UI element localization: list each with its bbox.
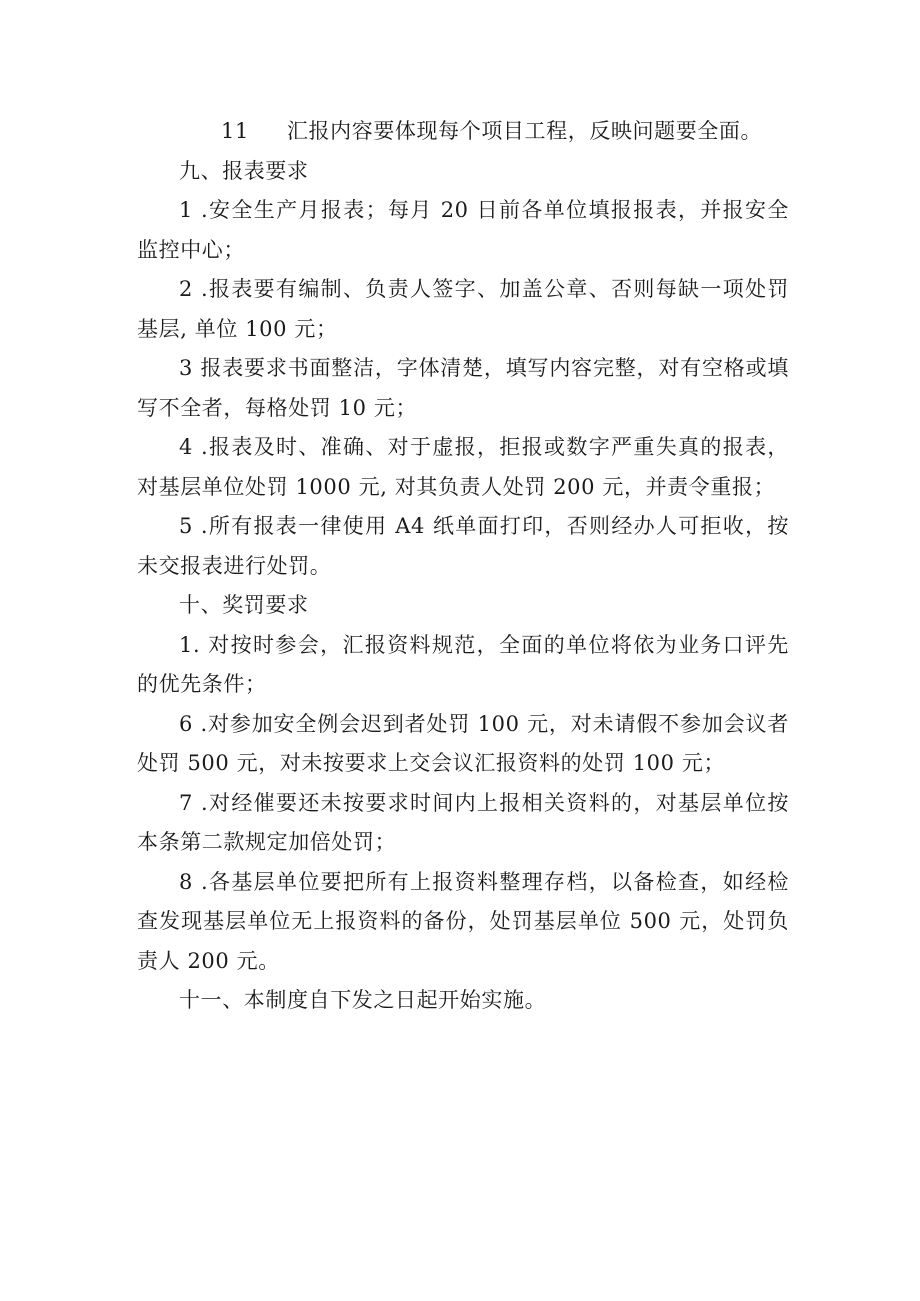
paragraph-item: 2 .报表要有编制、负责人签字、加盖公章、否则每缺一项处罚基层, 单位 100 元； <box>137 277 789 341</box>
paragraph-item: 8 .各基层单位要把所有上报资料整理存档，以备检查，如经检查发现基层单位无上报资料的备份，处罚基层单位 500 元，处罚负责人 200 元。 <box>137 869 789 973</box>
section-heading-implementation: 十一、本制度自下发之日起开始实施。 <box>179 988 547 1012</box>
paragraph-text: 汇报内容要体现每个项目工程，反映问题要全面。 <box>286 119 763 143</box>
paragraph-item: 6 .对参加安全例会迟到者处罚 100 元，对未请假不参加会议者处罚 500 元，对未按要求上交会议汇报资料的处罚 100 元； <box>137 711 789 775</box>
paragraph-item-11 <box>137 112 789 152</box>
document-body <box>137 112 789 1021</box>
item-number: 11 <box>221 119 249 143</box>
paragraph-item: 1. 对按时参会，汇报资料规范，全面的单位将依为业务口评先的优先条件； <box>137 632 789 696</box>
section-heading-report-requirements: 九、报表要求 <box>179 158 309 183</box>
paragraph-item: 3 报表要求书面整洁，字体清楚，填写内容完整，对有空格或填写不全者，每格处罚 10 元； <box>137 356 789 420</box>
paragraph-item: 1 .安全生产月报表；每月 20 日前各单位填报报表，并报安全监控中心； <box>137 198 789 262</box>
paragraph-item: 4 .报表及时、准确、对于虚报，拒报或数字严重失真的报表，对基层单位处罚 1000 元, 对其负责人处罚 200 元，并责令重报； <box>137 435 789 499</box>
paragraph-item: 5 .所有报表一律使用 A4 纸单面打印，否则经办人可拒收，按未交报表进行处罚。 <box>137 514 789 578</box>
section-heading-rewards-penalties: 十、奖罚要求 <box>179 593 309 617</box>
paragraph-item: 7 .对经催要还未按要求时间内上报相关资料的，对基层单位按本条第二款规定加倍处罚； <box>137 790 789 854</box>
